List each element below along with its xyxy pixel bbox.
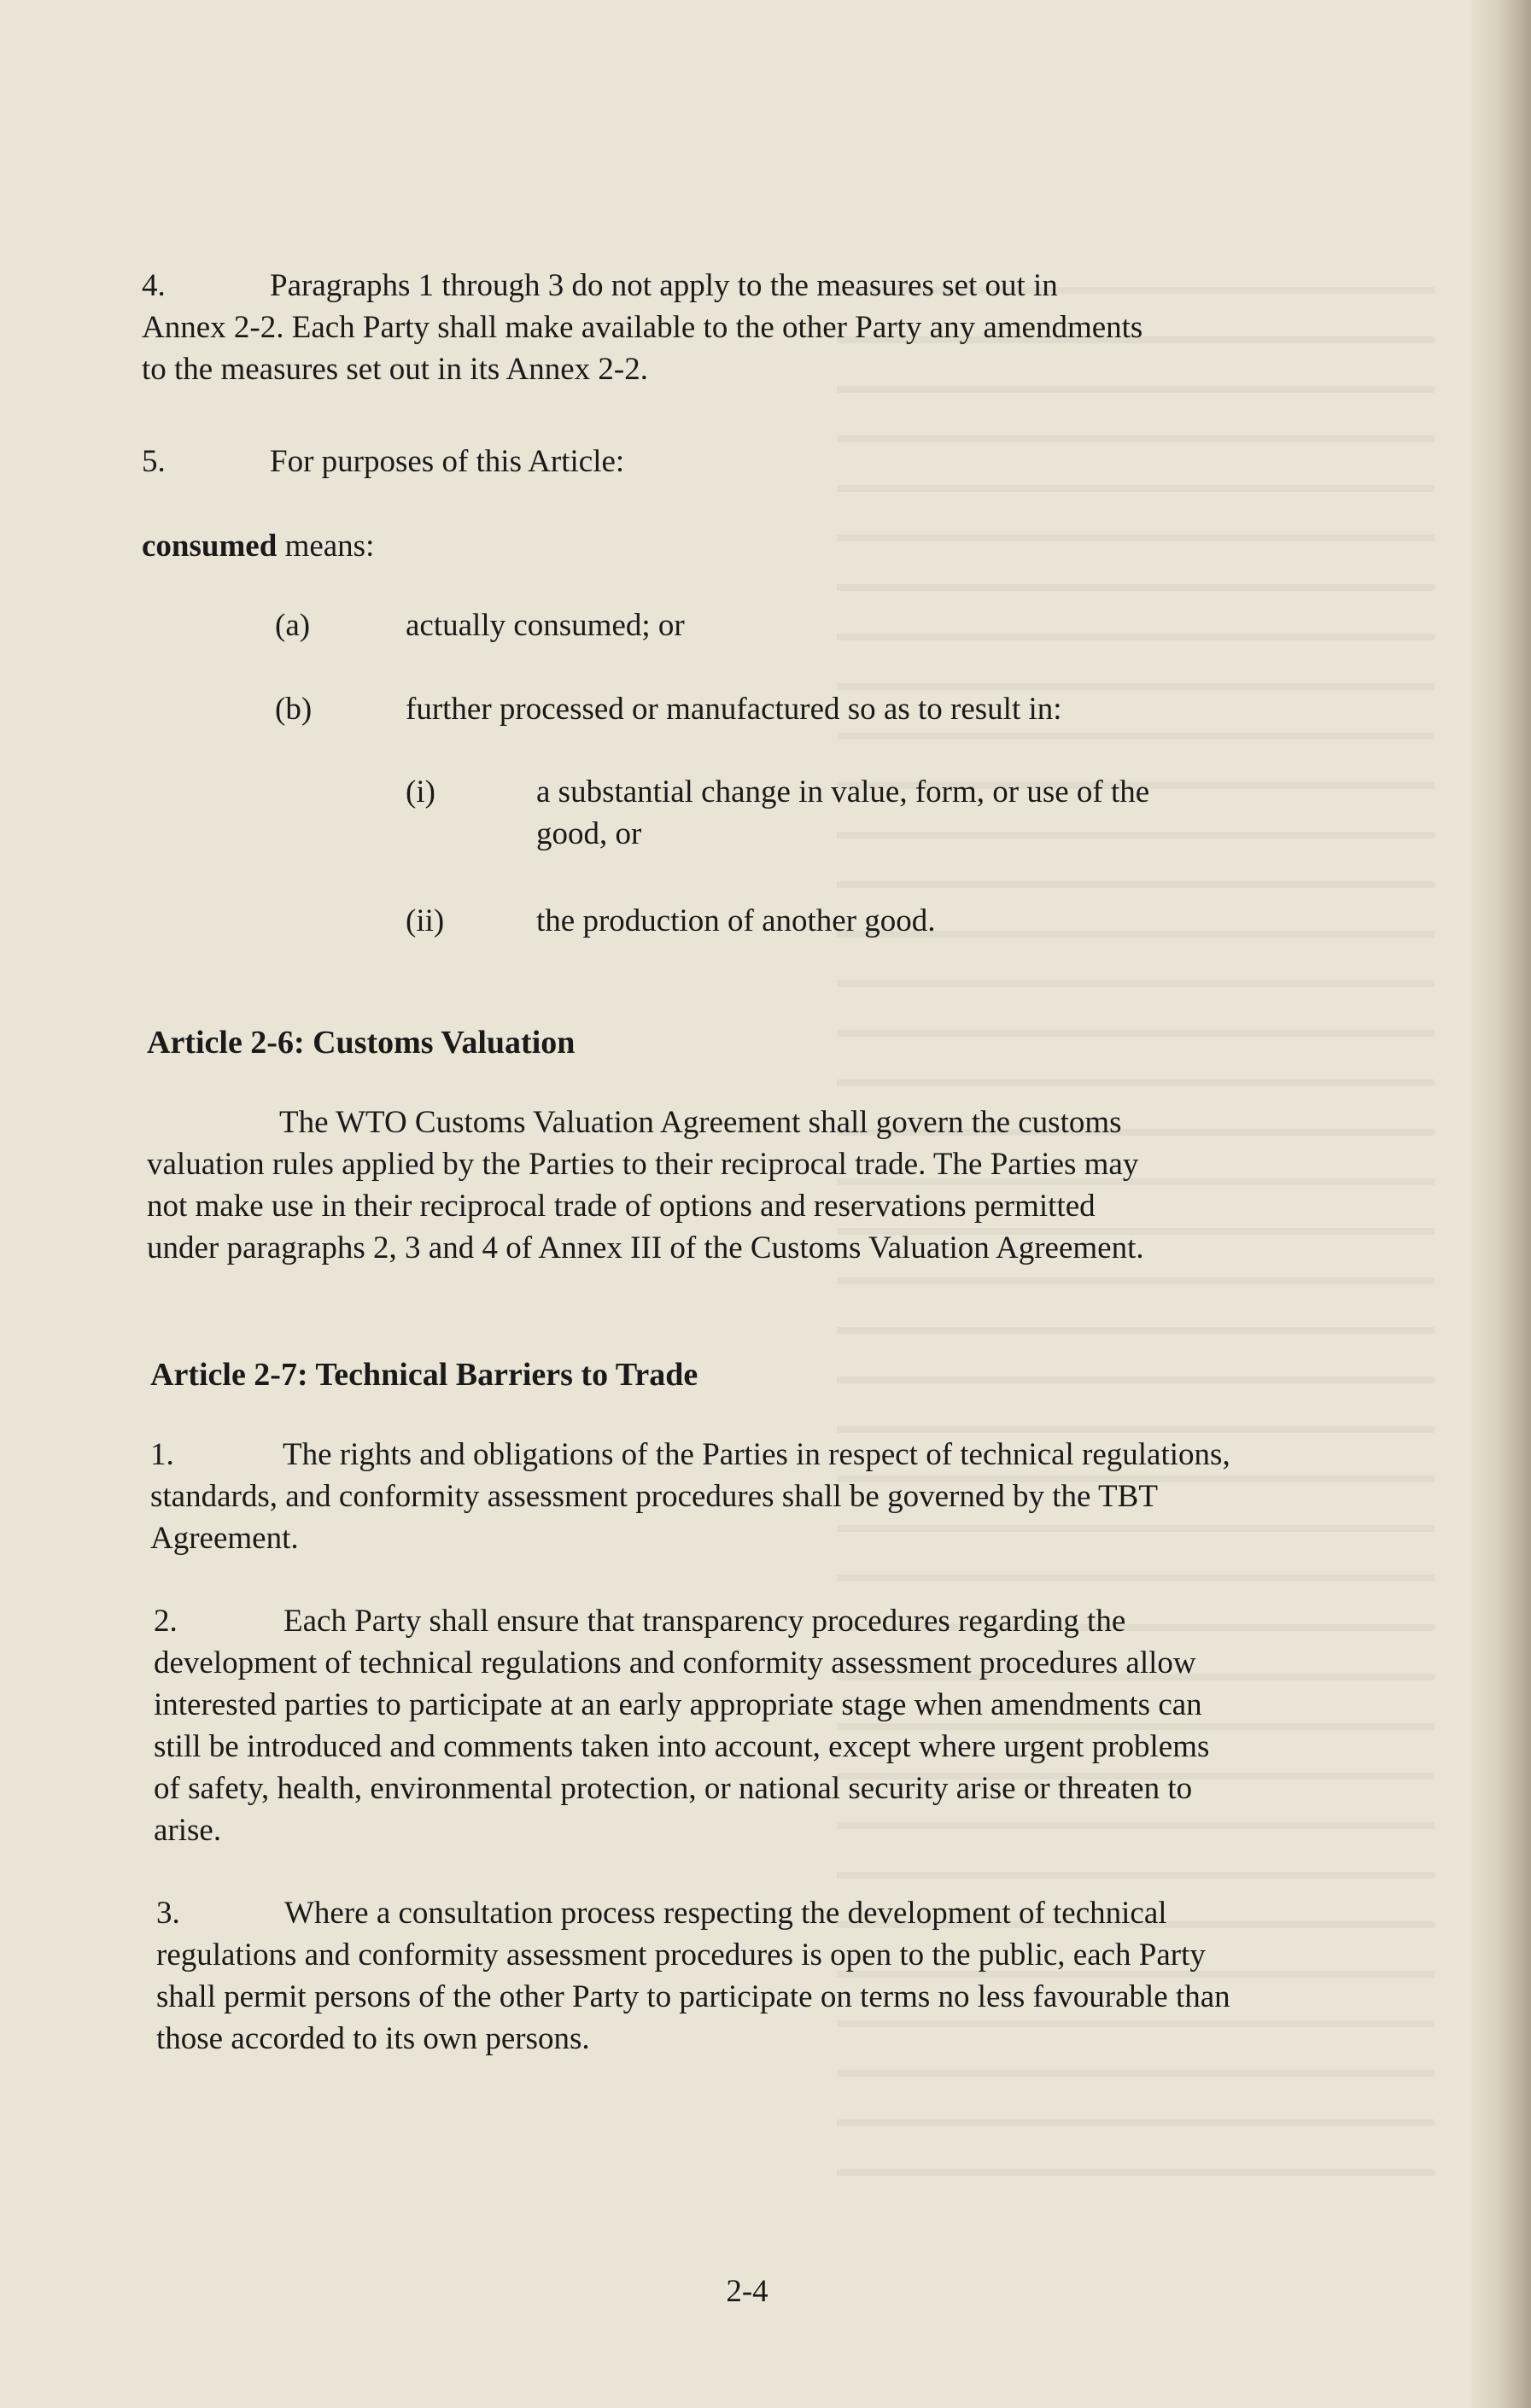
item-text: actually consumed; or — [406, 608, 685, 643]
subitem-label: (i) — [406, 774, 435, 809]
paragraph-line: Annex 2-2. Each Party shall make available to the other Party any amendments — [142, 310, 1143, 345]
subitem-label: (ii) — [406, 903, 445, 938]
paragraph-line: under paragraphs 2, 3 and 4 of Annex III of the Customs Valuation Agreement. — [147, 1230, 1144, 1265]
paragraph-line: regulations and conformity assessment procedures is open to the public, each Party — [156, 1938, 1206, 1973]
definition-term-line — [142, 525, 374, 567]
paragraph-line: those accorded to its own persons. — [156, 2021, 590, 2056]
definition-intro: means: — [277, 529, 375, 564]
item-text: further processed or manufactured so as to result in: — [406, 692, 1062, 727]
article-2-7-heading: Article 2-7: Technical Barriers to Trade — [150, 1357, 698, 1393]
paragraph-line: development of technical regulations and conformity assessment procedures allow — [154, 1645, 1196, 1680]
paragraph-line: arise. — [154, 1813, 222, 1848]
item-label: (a) — [275, 608, 311, 643]
paragraph-line: The WTO Customs Valuation Agreement shall govern the customs — [279, 1105, 1122, 1140]
page-edge-shadow — [1471, 0, 1531, 2408]
paragraph-line: shall permit persons of the other Party to participate on terms no less favourable than — [156, 1979, 1230, 2014]
paragraph-line: to the measures set out in its Annex 2-2. — [142, 352, 648, 387]
subitem-text: the production of another good. — [536, 903, 936, 938]
paragraph-number: 3. — [156, 1896, 180, 1931]
definition-subitem-i — [0, 771, 1452, 856]
article-2-7-paragraph-1 — [150, 1434, 1230, 1559]
paragraph-line: Where a consultation process respecting the development of technical — [284, 1896, 1167, 1931]
paragraph-number: 2. — [154, 1604, 178, 1639]
paragraph-line: interested parties to participate at an early appropriate stage when amendments can — [154, 1687, 1202, 1722]
paragraph-line: Each Party shall ensure that transparency procedures regarding the — [283, 1604, 1126, 1639]
article-2-6-body — [147, 1102, 1144, 1269]
paragraph-number: 1. — [150, 1437, 174, 1472]
paragraph-line: The rights and obligations of the Parties in respect of technical regulations, — [283, 1437, 1230, 1472]
paragraph-line: still be introduced and comments taken into account, except where urgent problems — [154, 1729, 1210, 1764]
paragraph-line: not make use in their reciprocal trade of options and reservations permitted — [147, 1189, 1096, 1224]
paragraph-line: Paragraphs 1 through 3 do not apply to the measures set out in — [270, 268, 1058, 303]
article-2-7-paragraph-3 — [156, 1892, 1230, 2060]
paragraph-line: standards, and conformity assessment procedures shall be governed by the TBT — [150, 1479, 1158, 1514]
paragraph-4 — [142, 265, 1142, 390]
paragraph-line: valuation rules applied by the Parties to their reciprocal trade. The Parties may — [147, 1147, 1139, 1182]
article-2-6-heading: Article 2-6: Customs Valuation — [147, 1025, 576, 1061]
subitem-text: good, or — [536, 816, 642, 851]
paragraph-number: 4. — [142, 268, 166, 303]
paragraph-text: For purposes of this Article: — [270, 444, 625, 479]
paragraph-number: 5. — [142, 444, 166, 479]
item-label: (b) — [275, 692, 313, 727]
paragraph-line: Agreement. — [150, 1521, 299, 1556]
paragraph-5 — [142, 441, 624, 482]
article-2-7-paragraph-2 — [154, 1600, 1209, 1851]
subitem-text: a substantial change in value, form, or use of the — [536, 774, 1150, 809]
paragraph-line: of safety, health, environmental protection, or national security arise or threaten to — [154, 1771, 1193, 1806]
page-number: 2-4 — [726, 2274, 768, 2309]
definition-subitem-ii — [0, 900, 1452, 943]
definition-item-b — [0, 688, 1452, 731]
defined-term: consumed — [142, 529, 278, 564]
definition-item-a — [0, 605, 1452, 647]
